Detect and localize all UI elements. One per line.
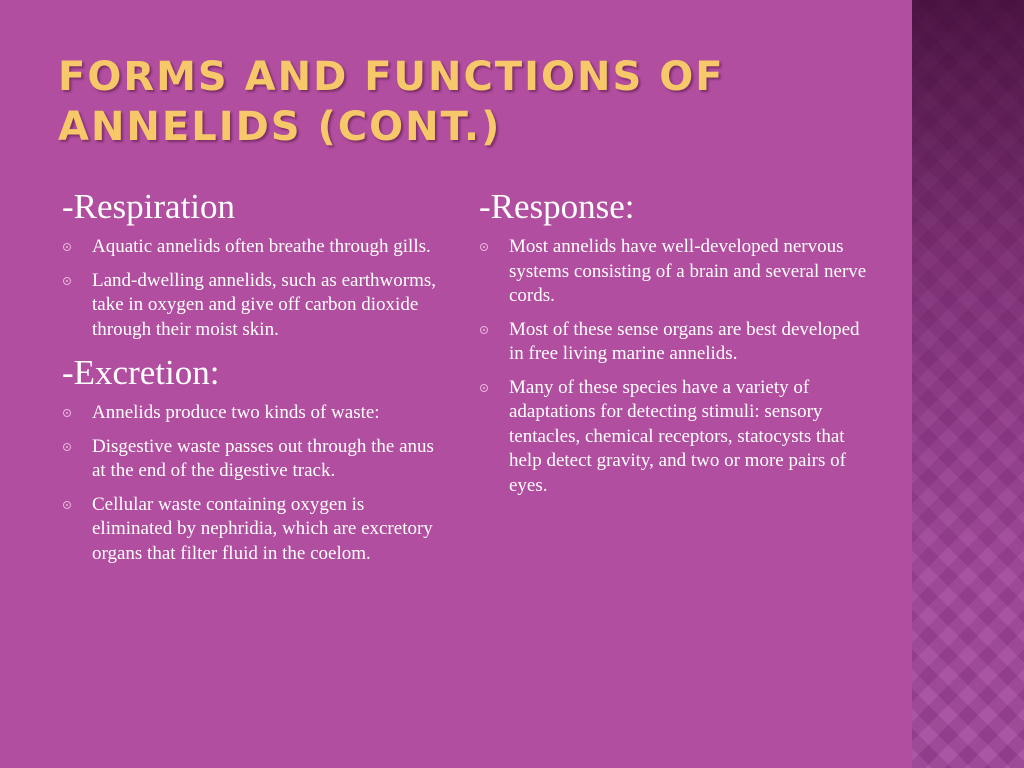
bullet-text: Many of these species have a variety of adaptations for detecting stimuli: sensory tentacles, chemical receptors, statocysts that help detect gravity, and two or more pairs of eyes. — [509, 376, 846, 496]
circle-bullet-icon — [63, 501, 71, 509]
section-heading-excretion: -Excretion: — [62, 353, 220, 392]
bullet-text: Disgestive waste passes out through the anus at the end of the digestive track. — [92, 435, 434, 481]
bullet-text: Annelids produce two kinds of waste: — [92, 402, 380, 423]
circle-bullet-icon — [63, 277, 71, 285]
bullet-text: Most of these sense organs are best developed in free living marine annelids. — [509, 318, 860, 364]
circle-bullet-icon — [63, 243, 71, 251]
list-item — [479, 318, 869, 367]
circle-bullet-icon — [63, 409, 71, 417]
list-item — [62, 235, 442, 260]
left-column — [62, 185, 442, 575]
right-column — [479, 185, 869, 507]
circle-bullet-icon — [63, 443, 71, 451]
list-item — [62, 435, 442, 484]
list-item — [479, 376, 869, 499]
decorative-side-strip — [912, 0, 1024, 768]
respiration-bullet-list — [62, 235, 442, 342]
excretion-bullet-list — [62, 401, 442, 566]
list-item — [62, 401, 442, 426]
bullet-text: Aquatic annelids often breathe through gills. — [92, 236, 431, 257]
section-heading-response: -Response: — [479, 187, 635, 226]
circle-bullet-icon — [480, 326, 488, 334]
list-item — [62, 493, 442, 567]
response-bullet-list — [479, 235, 869, 498]
list-item — [479, 235, 869, 309]
circle-bullet-icon — [480, 384, 488, 392]
section-heading-respiration: -Respiration — [62, 187, 236, 226]
slide-title: FORMS AND FUNCTIONS OF ANNELIDS (CONT.) — [58, 54, 725, 150]
bullet-text: Most annelids have well-developed nervous systems consisting of a brain and several nerve cords. — [509, 236, 867, 306]
bullet-text: Cellular waste containing oxygen is eliminated by nephridia, which are excretory organs that filter fluid in the coelom. — [92, 493, 433, 564]
bullet-text: Land-dwelling annelids, such as earthworms, take in oxygen and give off carbon dioxide through their moist skin. — [92, 269, 437, 340]
list-item — [62, 269, 442, 343]
circle-bullet-icon — [480, 243, 488, 251]
